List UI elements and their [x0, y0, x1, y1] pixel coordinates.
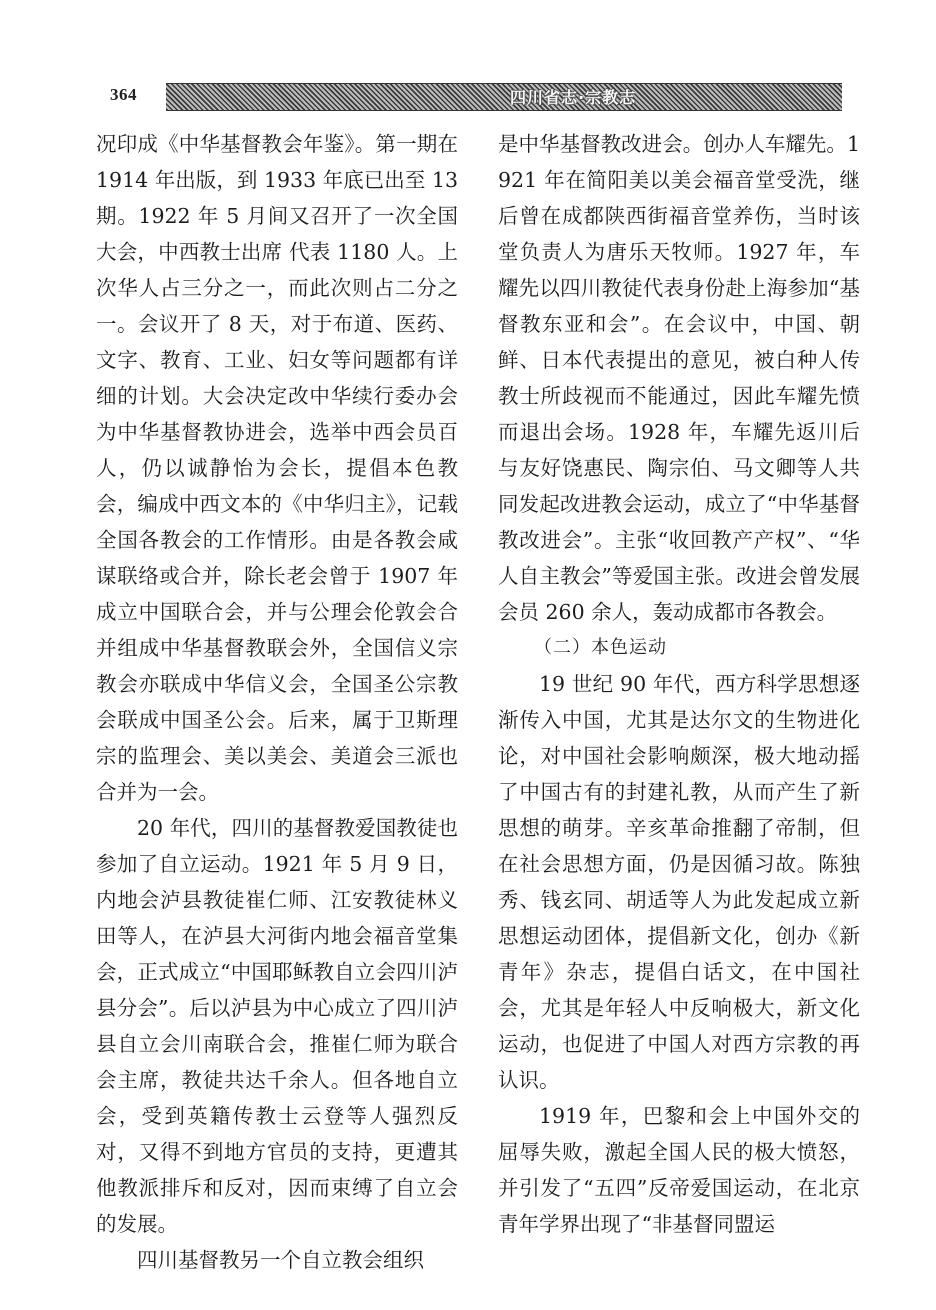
right-paragraph-2: 19 世纪 90 年代，西方科学思想逐渐传入中国，尤其是达尔文的生物进化论，对中国社会影响颇深，极大地动摇了中国古有的封建礼教，从而产生了新思想的萌芽。辛亥革命推翻了帝制，但在社会思想方面，仍是因循习故。陈独秀、钱玄同、胡适等人为此发起成立新思想运动团体，提倡新文化，创办《新青年》杂志，提倡白话文，在中国社会，尤其是年轻人中反响极大，新文化运动，也促进了中国人对西方宗教的再认识。	[498, 672, 860, 1092]
left-paragraph-2: 20 年代，四川的基督教爱国教徒也参加了自立运动。1921 年 5 月 9 日，内地会泸县教徒崔仁师、江安教徒林义田等人，在泸县大河街内地会福音堂集会，正式成立“中国耶稣教自立会四川泸县分会”。后以泸县为中心成立了四川泸县自立会川南联合会，推崔仁师为联合会主席，教徒共达千余人。但各地自立会，受到英籍传教士云登等人强烈反对，又得不到地方官员的支持，更遭其他教派排斥和反对，因而束缚了自立会的发展。	[96, 816, 458, 1236]
page-header	[96, 83, 856, 113]
header-band	[166, 83, 842, 111]
right-paragraph-3: 1919 年，巴黎和会上中国外交的屈辱失败，激起全国人民的极大愤怒，并引发了“五四”反帝爱国运动，在北京青年学界出现了“非基督同盟运	[498, 1104, 860, 1236]
section-heading: （二）本色运动	[534, 637, 667, 658]
left-column	[96, 126, 458, 1278]
right-paragraph-1: 是中华基督教改进会。创办人车耀先。1921 年在简阳美以美会福音堂受洗，继后曾在成都陕西街福音堂养伤，当时该堂负责人为唐乐天牧师。1927 年，车耀先以四川教徒代表身份赴上海参加“基督教东亚和会”。在会议中，中国、朝鲜、日本代表提出的意见，被白种人传教士所歧视而不能通过，因此车耀先愤而退出会场。1928 年，车耀先返川后与友好饶惠民、陶宗伯、马文卿等人共同发起改进教会运动，成立了“中华基督教改进会”。主张“收回教产产权”、“华人自主教会”等爱国主张。改进会曾发展会员 260 余人，轰动成都市各教会。	[498, 132, 860, 624]
page-number: 364	[110, 85, 137, 104]
running-title: 四川省志·宗教志	[510, 88, 637, 107]
right-column	[498, 126, 860, 1242]
left-paragraph-1: 况印成《中华基督教会年鉴》。第一期在 1914 年出版，到 1933 年底已出至 13 期。1922 年 5 月间又召开了一次全国大会，中西教士出席 代表 1180 人。上次华人占三分之一，而此次则占二分之一。会议开了 8 天，对于布道、医药、文字、教育、工业、妇女等问题都有详细的计划。大会决定改中华续行委办会为中华基督教协进会，选举中西会员百人，仍以诚静怡为会长，提倡本色教会，编成中西文本的《中华归主》，记载全国各教会的工作情形。由是各教会咸谋联络或合并，除长老会曾于 1907 年成立中国联合会，并与公理会伦敦会合并组成中华基督教联会外，全国信义宗教会亦联成中华信义会，全国圣公宗教会联成中国圣公会。后来，属于卫斯理宗的监理会、美以美会、美道会三派也合并为一会。	[96, 132, 458, 804]
left-paragraph-3: 四川基督教另一个自立教会组织	[137, 1248, 424, 1272]
